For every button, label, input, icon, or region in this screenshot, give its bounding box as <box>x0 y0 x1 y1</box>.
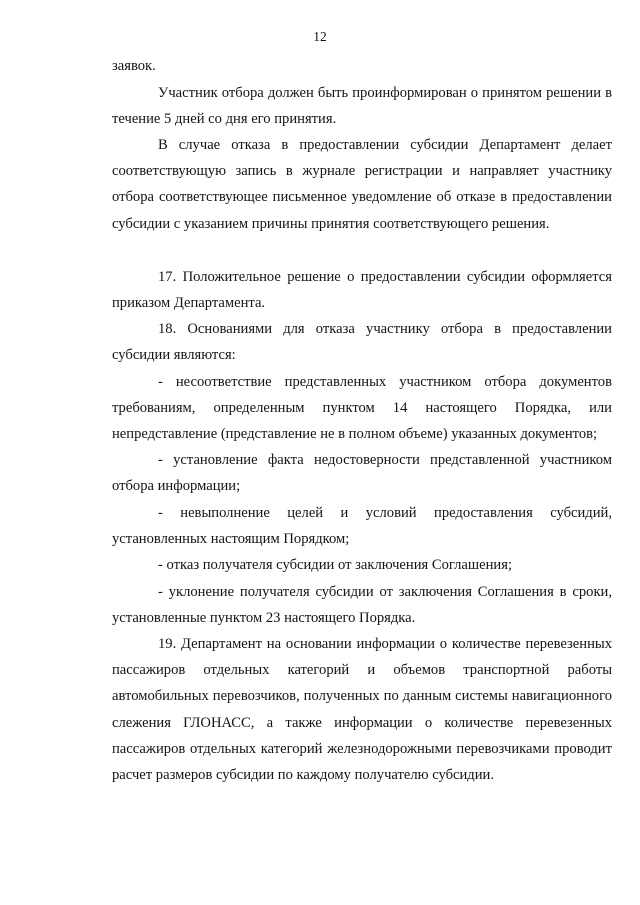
paragraph-17: 17. Положительное решение о предоставлении субсидии оформляется приказом Департамента. <box>112 269 612 312</box>
paragraph-18: 18. Основаниями для отказа участнику отбора в предоставлении субсидии являются: <box>112 321 612 364</box>
list-item-evasion-agreement: - уклонение получателя субсидии от заключения Соглашения в сроки, установленные пунктом 23 настоящего Порядка. <box>112 584 612 627</box>
paragraph-19: 19. Департамент на основании информации о количестве перевезенных пассажиров отдельных категорий и объемов транспортной работы автомобильных перевозчиков, полученных по данным системы навигационного слежения ГЛОНАСС, а также информации о количестве перевезенных пассажиров отдельных категорий железнодорожными перевозчиками проводит расчет размеров субсидии по каждому получателю субсидии. <box>112 636 612 784</box>
list-item-refusal-agreement: - отказ получателя субсидии от заключения Соглашения; <box>158 557 513 573</box>
paragraph-inform: Участник отбора должен быть проинформирован о принятом решении в течение 5 дней со дня его принятия. <box>112 85 612 128</box>
list-item-false-info: - установление факта недостоверности представленной участником отбора информации; <box>112 452 612 495</box>
list-item-nonconformity: - несоответствие представленных участником отбора документов требованиям, определенным пунктом 14 настоящего Порядка, или непредставление (представление не в полном объеме) указанных документов; <box>112 374 612 443</box>
list-item-non-fulfillment: - невыполнение целей и условий предоставления субсидий, установленных настоящим Порядком; <box>112 505 612 548</box>
paragraph-refusal-record: В случае отказа в предоставлении субсидии Департамент делает соответствующую запись в журнале регистрации и направляет участнику отбора соответствующее письменное уведомление об отказе в предоставлении субсидии с указанием причины принятия соответствующего решения. <box>112 137 612 232</box>
page-number: 12 <box>313 29 327 44</box>
paragraph-continuation: заявок. <box>112 58 156 74</box>
